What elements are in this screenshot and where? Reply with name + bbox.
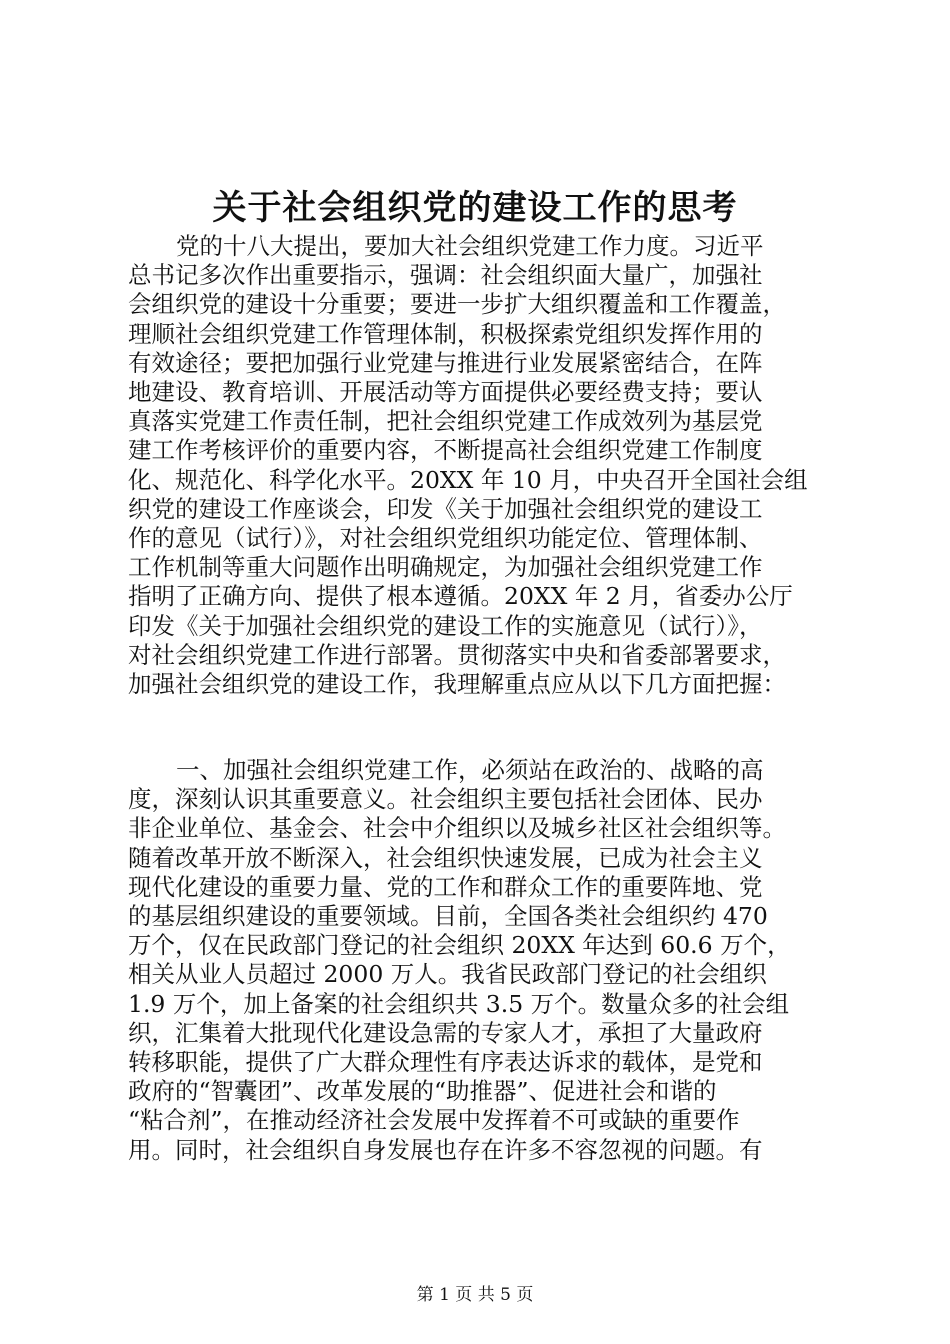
text-line: 总书记多次作出重要指示，强调：社会组织面大量广，加强社 bbox=[128, 261, 763, 290]
text-line: 党的十八大提出，要加大社会组织党建工作力度。习近平 bbox=[176, 232, 764, 260]
text-line: 建工作考核评价的重要内容，不断提高社会组织党建工作制度 bbox=[128, 436, 763, 465]
text-line: 指明了正确方向、提供了根本遵循。20XX 年 2 月，省委办公厅 bbox=[128, 582, 793, 611]
document-title: 关于社会组织党的建设工作的思考 bbox=[212, 188, 738, 228]
text-line: 转移职能，提供了广大群众理性有序表达诉求的载体，是党和 bbox=[128, 1048, 763, 1077]
text-line: 政府的“智囊团”、改革发展的“助推器”、促进社会和谐的 bbox=[128, 1077, 717, 1106]
text-line: 理顺社会组织党建工作管理体制，积极探索党组织发挥作用的 bbox=[128, 319, 763, 348]
text-line: 织党的建设工作座谈会，印发《关于加强社会组织党的建设工 bbox=[128, 494, 763, 523]
text-line: 现代化建设的重要力量、党的工作和群众工作的重要阵地、党 bbox=[128, 872, 763, 901]
text-line: 有效途径；要把加强行业党建与推进行业发展紧密结合，在阵 bbox=[128, 348, 763, 377]
text-line: 化、规范化、科学化水平。20XX 年 10 月，中央召开全国社会组 bbox=[128, 465, 808, 494]
text-line: 用。同时，社会组织自身发展也存在许多不容忽视的问题。有 bbox=[128, 1135, 763, 1164]
text-line: 一、加强社会组织党建工作，必须站在政治的、战略的高 bbox=[176, 756, 764, 784]
text-line: 工作机制等重大问题作出明确规定，为加强社会组织党建工作 bbox=[128, 553, 763, 582]
text-line: 万个，仅在民政部门登记的社会组织 20XX 年达到 60.6 万个， bbox=[128, 931, 791, 960]
text-line: 度，深刻认识其重要意义。社会组织主要包括社会团体、民办 bbox=[128, 785, 763, 814]
text-line: 印发《关于加强社会组织党的建设工作的实施意见（试行）》， bbox=[128, 611, 763, 640]
text-line: 地建设、教育培训、开展活动等方面提供必要经费支持；要认 bbox=[128, 378, 763, 407]
paragraph-intro bbox=[128, 232, 828, 699]
text-line: 加强社会组织党的建设工作，我理解重点应从以下几方面把握： bbox=[128, 670, 786, 699]
text-line: 相关从业人员超过 2000 万人。我省民政部门登记的社会组织 bbox=[128, 960, 767, 989]
text-line: 真落实党建工作责任制，把社会组织党建工作成效列为基层党 bbox=[128, 407, 763, 436]
page-footer: 第 1 页 共 5 页 bbox=[416, 1285, 534, 1305]
text-line: “粘合剂”，在推动经济社会发展中发挥着不可或缺的重要作 bbox=[128, 1106, 740, 1135]
text-line: 织，汇集着大批现代化建设急需的专家人才，承担了大量政府 bbox=[128, 1018, 763, 1047]
paragraph-section-one bbox=[128, 756, 828, 1165]
text-line: 会组织党的建设十分重要；要进一步扩大组织覆盖和工作覆盖， bbox=[128, 290, 786, 319]
text-line: 1.9 万个，加上备案的社会组织共 3.5 万个。数量众多的社会组 bbox=[128, 989, 790, 1018]
text-line: 随着改革开放不断深入，社会组织快速发展，已成为社会主义 bbox=[128, 843, 763, 872]
text-line: 非企业单位、基金会、社会中介组织以及城乡社区社会组织等。 bbox=[128, 814, 786, 843]
text-line: 的基层组织建设的重要领域。目前，全国各类社会组织约 470 bbox=[128, 902, 768, 931]
text-line: 对社会组织党建工作进行部署。贯彻落实中央和省委部署要求， bbox=[128, 640, 786, 669]
text-line: 作的意见（试行）》，对社会组织党组织功能定位、管理体制、 bbox=[128, 524, 763, 553]
